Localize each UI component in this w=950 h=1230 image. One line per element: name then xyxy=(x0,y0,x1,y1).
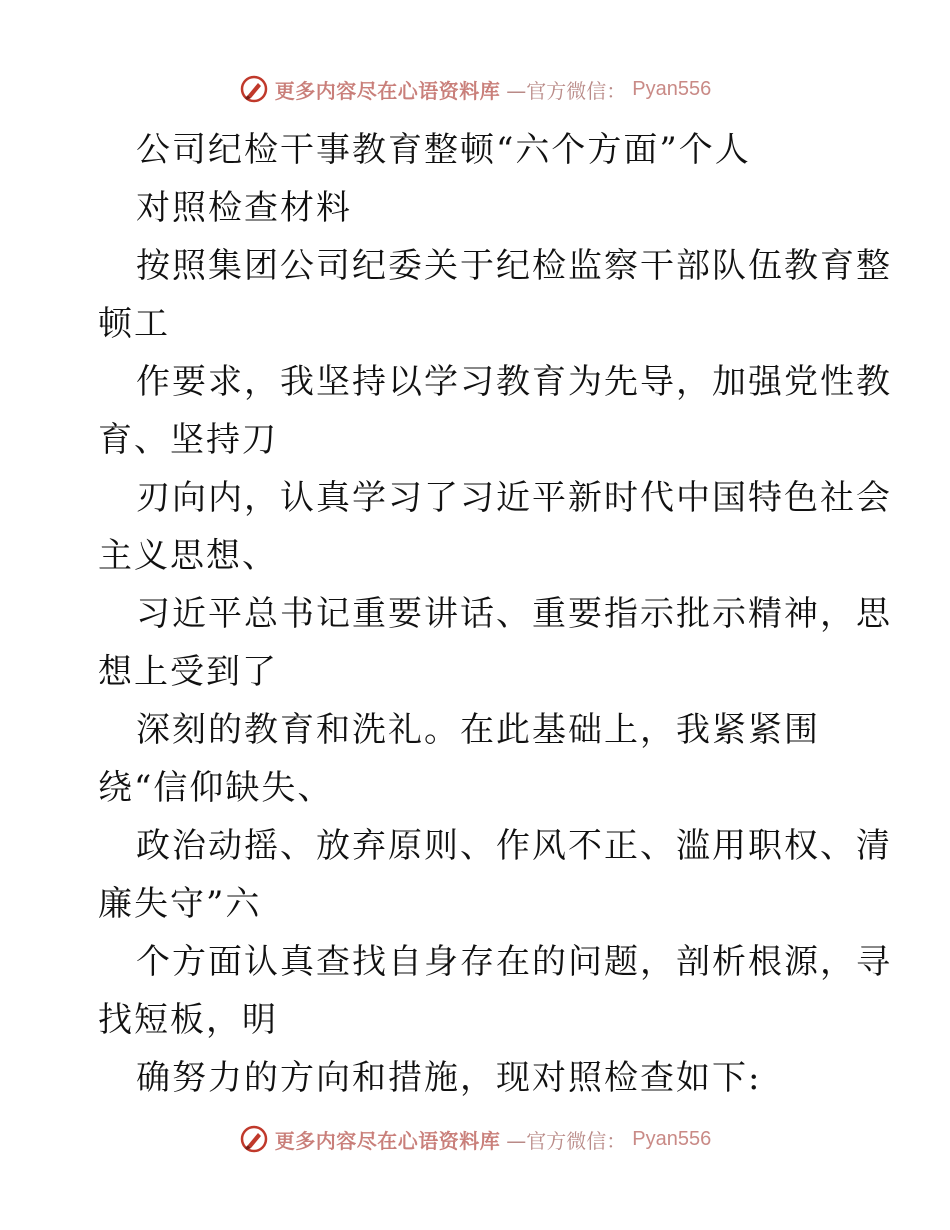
body-line: 作要求，我坚持以学习教育为先导，加强党性教 xyxy=(136,362,892,402)
footer-watermark xyxy=(0,1124,950,1154)
body-line: 绕“信仰缺失、 xyxy=(98,768,334,808)
body-line: 育、坚持刀 xyxy=(98,420,278,460)
title-line-2: 对照检查材料 xyxy=(136,188,352,228)
watermark-main-text: 更多内容尽在心语资料库 xyxy=(274,78,501,103)
body-line: 按照集团公司纪委关于纪检监察干部队伍教育整 xyxy=(136,246,892,286)
body-line: 刃向内，认真学习了习近平新时代中国特色社会 xyxy=(136,478,892,518)
watermark-sub-text: —官方微信： xyxy=(506,78,627,103)
header-watermark xyxy=(0,74,950,104)
watermark-sub-text: —官方微信： xyxy=(506,1128,627,1153)
body-line: 找短板，明 xyxy=(98,1000,278,1040)
body-line: 主义思想、 xyxy=(98,536,278,576)
pen-logo-icon xyxy=(239,74,269,104)
body-line: 想上受到了 xyxy=(98,652,278,692)
document-body xyxy=(98,121,892,1107)
watermark-wechat-id: Pyan556 xyxy=(632,77,712,100)
pen-logo-icon xyxy=(239,1124,269,1154)
title-line-1: 公司纪检干事教育整顿“六个方面”个人 xyxy=(136,130,751,170)
body-line: 深刻的教育和洗礼。在此基础上，我紧紧围 xyxy=(136,710,820,750)
watermark-main-text: 更多内容尽在心语资料库 xyxy=(274,1128,501,1153)
body-line: 确努力的方向和措施，现对照检查如下: xyxy=(136,1058,762,1098)
body-line: 政治动摇、放弃原则、作风不正、滥用职权、清 xyxy=(136,826,892,866)
body-line: 顿工 xyxy=(98,304,170,344)
body-line: 习近平总书记重要讲话、重要指示批示精神，思 xyxy=(136,594,892,634)
watermark-wechat-id: Pyan556 xyxy=(632,1127,712,1150)
body-line: 个方面认真查找自身存在的问题，剖析根源，寻 xyxy=(136,942,892,982)
body-line: 廉失守”六 xyxy=(98,884,262,924)
